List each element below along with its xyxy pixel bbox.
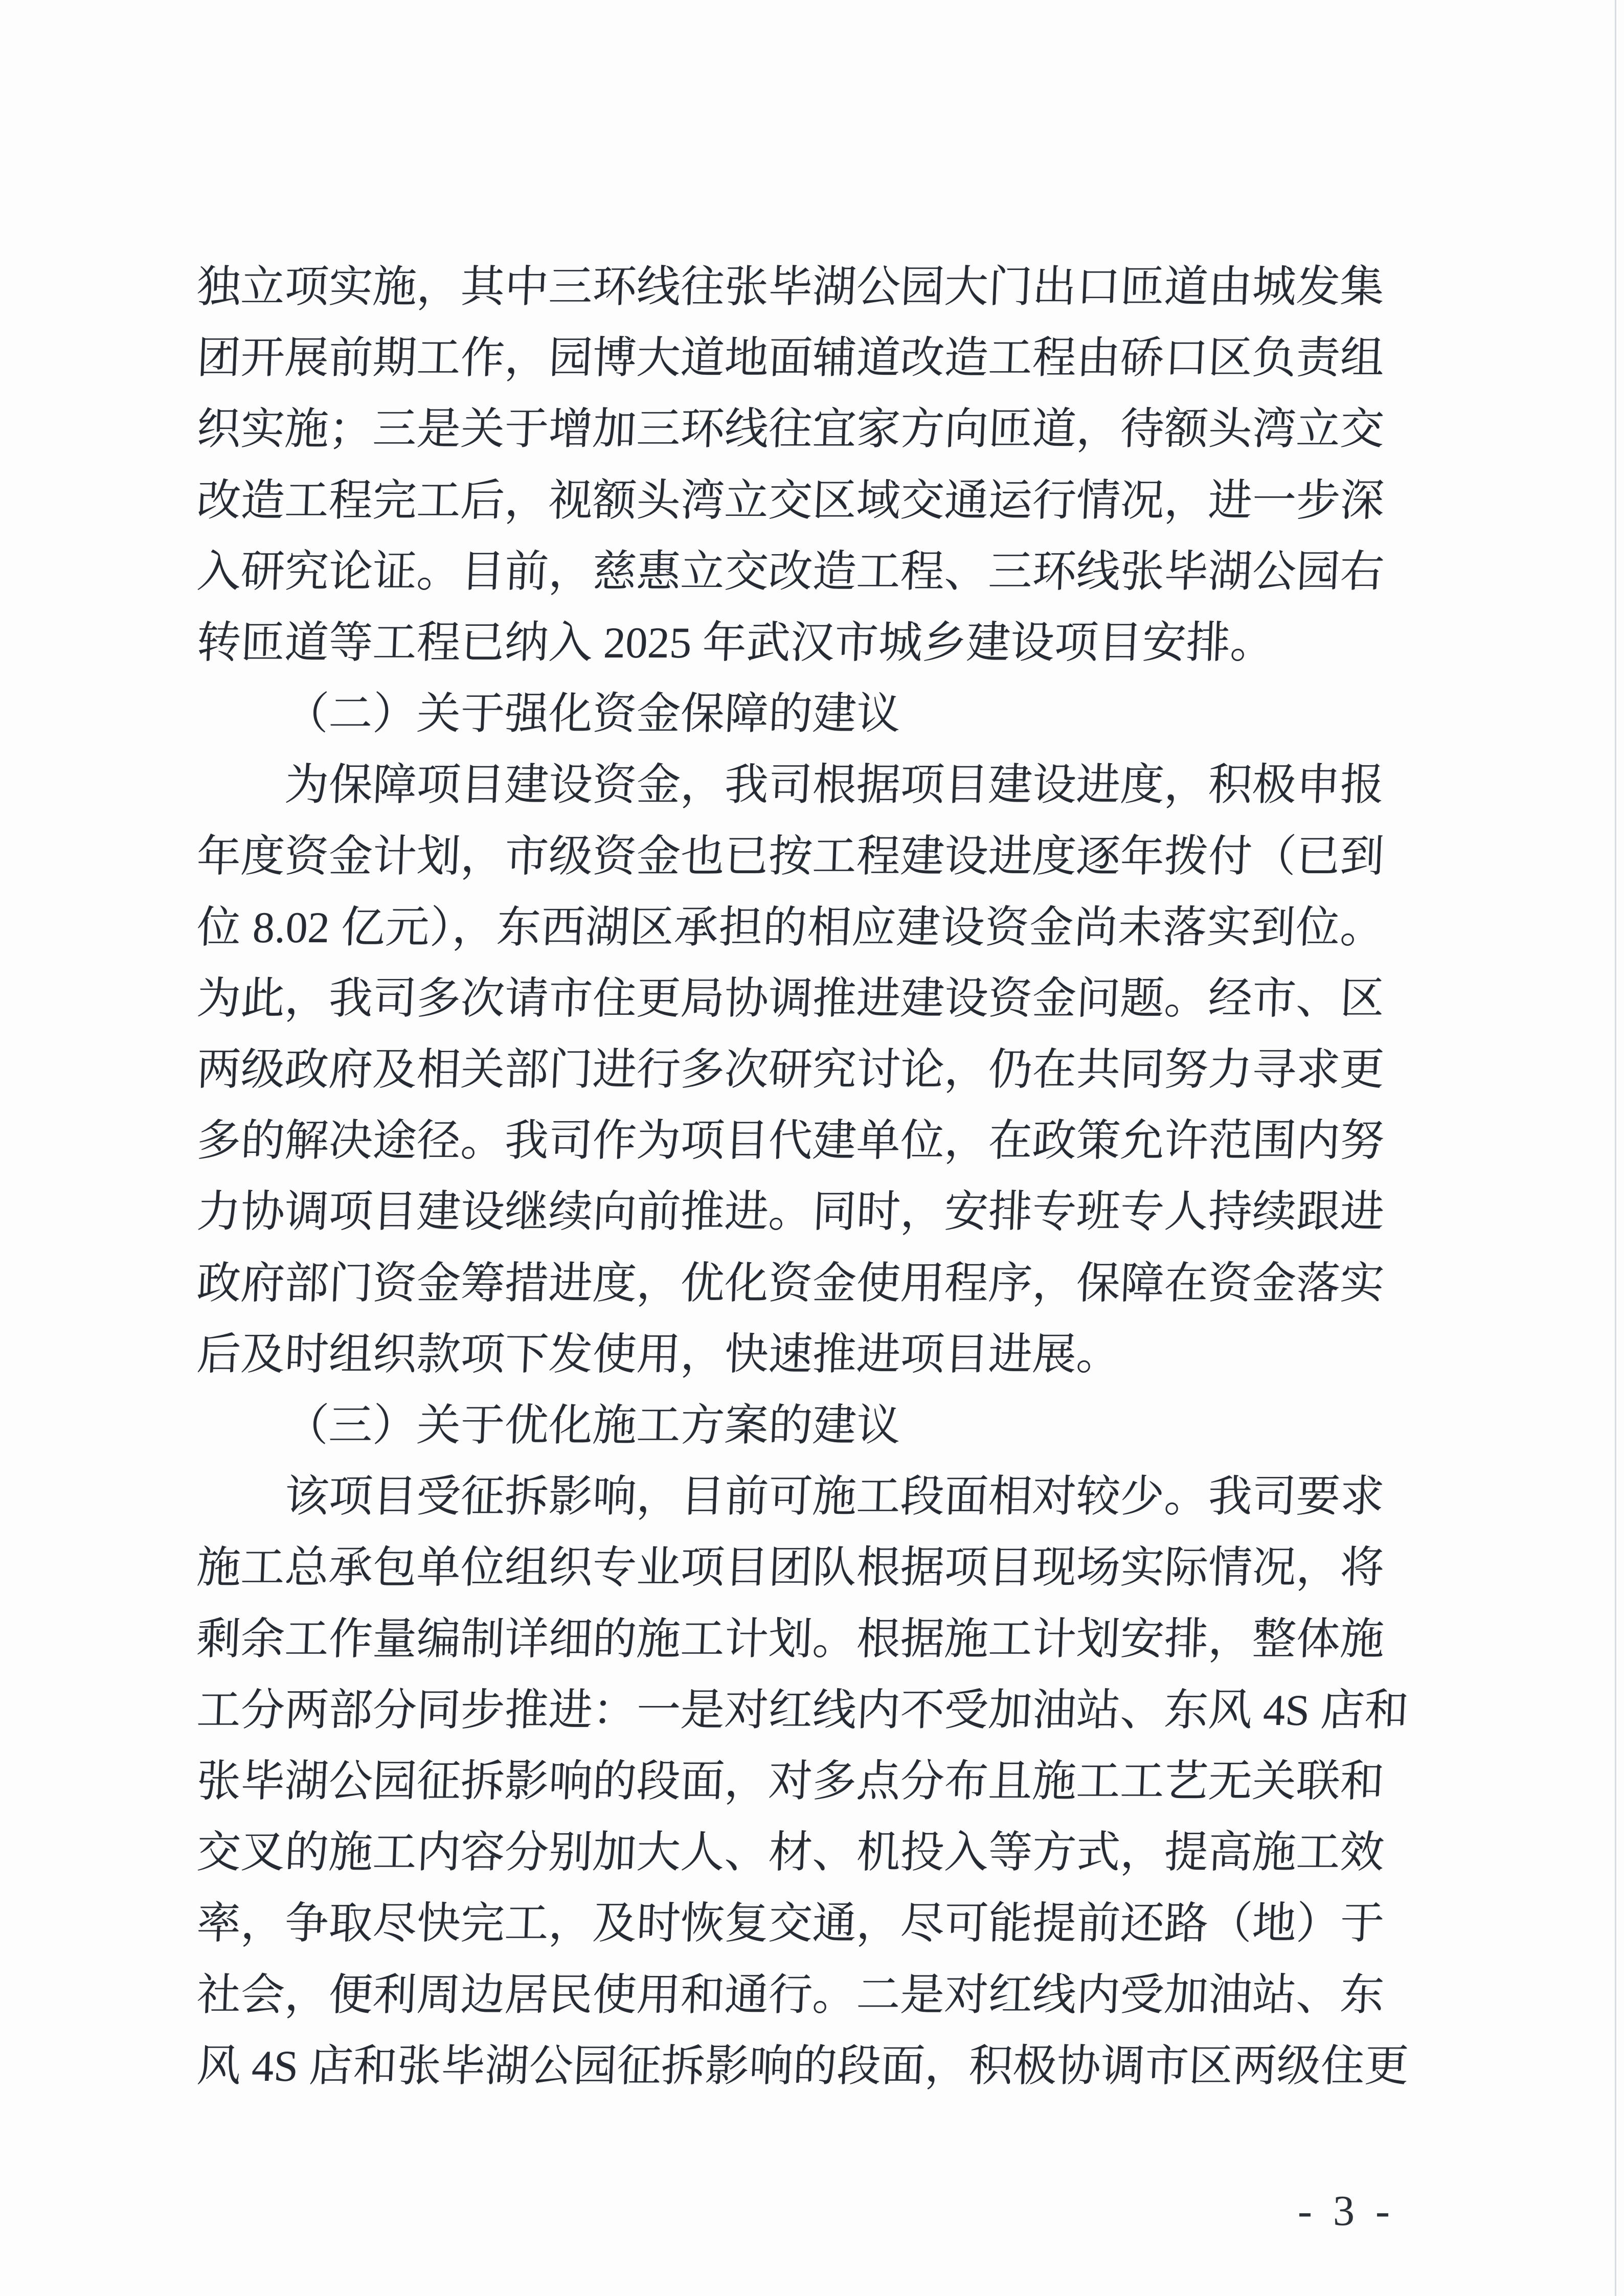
text-line: 社会，便利周边居民使用和通行。二是对红线内受加油站、东 bbox=[196, 1970, 1386, 2019]
text-line: 剩余工作量编制详细的施工计划。根据施工计划安排，整体施 bbox=[196, 1614, 1386, 1664]
scan-edge-line bbox=[1615, 0, 1616, 2296]
text-line: 张毕湖公园征拆影响的段面，对多点分布且施工工艺无关联和 bbox=[196, 1756, 1386, 1806]
text-line: 改造工程完工后，视额头湾立交区域交通运行情况，进一步深 bbox=[196, 475, 1386, 525]
text-line: 风 4S 店和张毕湖公园征拆影响的段面，积极协调市区两级住更 bbox=[196, 2041, 1410, 2090]
text-line: 该项目受征拆影响，目前可施工段面相对较少。我司要求 bbox=[284, 1472, 1386, 1521]
text-line: 率，争取尽快完工，及时恢复交通，尽可能提前还路（地）于 bbox=[196, 1899, 1386, 1948]
text-line: 为此，我司多次请市住更局协调推进建设资金问题。经市、区 bbox=[196, 973, 1386, 1023]
text-line: 政府部门资金筹措进度，优化资金使用程序，保障在资金落实 bbox=[196, 1258, 1386, 1308]
section-heading: （二）关于强化资金保障的建议 bbox=[284, 689, 902, 739]
text-line: 织实施；三是关于增加三环线往宜家方向匝道，待额头湾立交 bbox=[196, 404, 1386, 454]
document-body bbox=[196, 252, 1410, 2102]
text-line: 后及时组织款项下发使用，快速推进项目进展。 bbox=[196, 1329, 1122, 1379]
text-line: 交叉的施工内容分别加大人、材、机投入等方式，提高施工效 bbox=[196, 1828, 1386, 1877]
text-line: 施工总承包单位组织专业项目团队根据项目现场实际情况，将 bbox=[196, 1543, 1386, 1593]
text-line: 两级政府及相关部门进行多次研究讨论，仍在共同努力寻求更 bbox=[196, 1045, 1386, 1095]
text-line: 年度资金计划，市级资金也已按工程建设进度逐年拨付（已到 bbox=[196, 831, 1386, 881]
text-line: 转匝道等工程已纳入 2025 年武汉市城乡建设项目安排。 bbox=[196, 618, 1276, 667]
text-line: 为保障项目建设资金，我司根据项目建设进度，积极申报 bbox=[284, 760, 1386, 810]
section-heading: （三）关于优化施工方案的建议 bbox=[284, 1401, 902, 1450]
text-line: 工分两部分同步推进：一是对红线内不受加油站、东风 4S 店和 bbox=[196, 1685, 1410, 1735]
text-line: 入研究论证。目前，慈惠立交改造工程、三环线张毕湖公园右 bbox=[196, 547, 1386, 596]
text-line: 多的解决途径。我司作为项目代建单位，在政策允许范围内努 bbox=[196, 1116, 1386, 1166]
text-line: 力协调项目建设继续向前推进。同时，安排专班专人持续跟进 bbox=[196, 1187, 1386, 1237]
page-number: - 3 - bbox=[1298, 2187, 1395, 2235]
text-line: 团开展前期工作，园博大道地面辅道改造工程由硚口区负责组 bbox=[196, 333, 1386, 383]
text-line: 位 8.02 亿元），东西湖区承担的相应建设资金尚未落实到位。 bbox=[196, 902, 1386, 952]
text-line: 独立项实施，其中三环线往张毕湖公园大门出口匝道由城发集 bbox=[196, 262, 1386, 311]
